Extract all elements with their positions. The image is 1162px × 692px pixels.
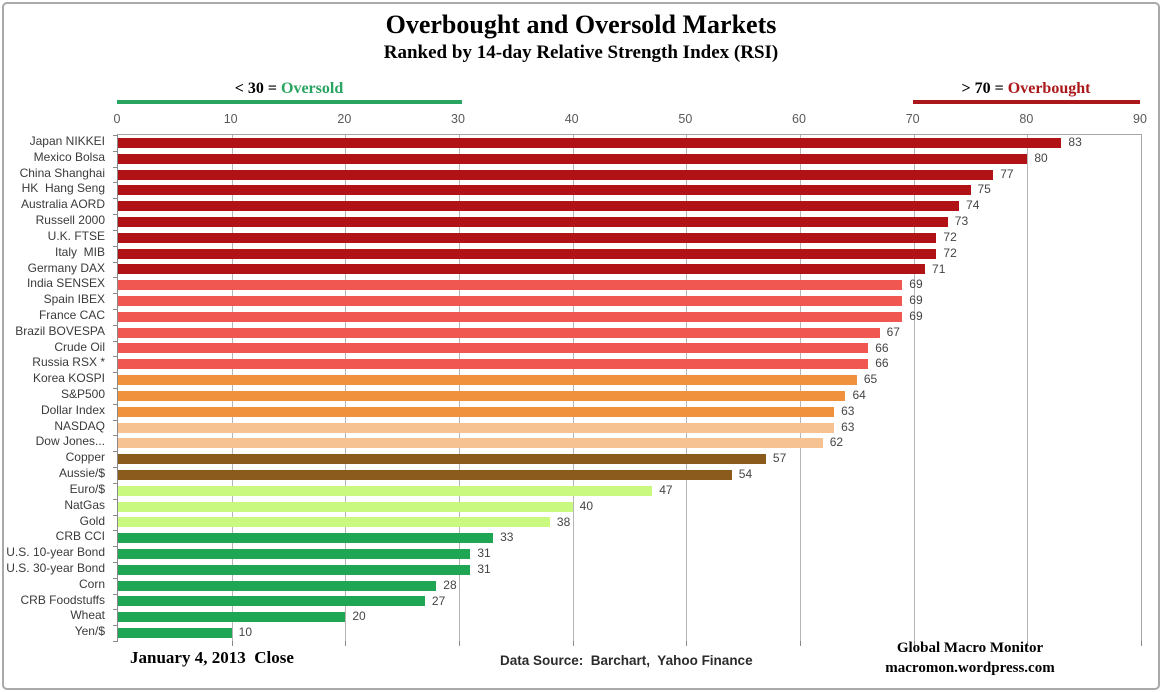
category-label: France CAC [38, 307, 105, 322]
y-axis-tick-mark [113, 293, 118, 294]
chart-title: Overbought and Oversold Markets [385, 10, 777, 39]
category-label: Wheat [70, 608, 105, 623]
x-axis-tick-mark [459, 641, 460, 646]
bar-value-label: 80 [1034, 150, 1048, 165]
bar [118, 502, 573, 512]
footer-data-source: Data Source: Barchart, Yahoo Finance [500, 653, 753, 668]
category-label: U.K. FTSE [47, 228, 105, 243]
category-label: Yen/$ [74, 624, 105, 639]
bar-value-label: 67 [886, 324, 900, 339]
category-label: Japan NIKKEI [29, 134, 105, 148]
y-axis-tick-mark [113, 404, 118, 405]
bar [118, 438, 823, 448]
category-label: Gold [79, 513, 105, 528]
bar [118, 517, 550, 527]
bar-value-label: 69 [909, 308, 923, 323]
y-axis-tick-mark [113, 388, 118, 389]
category-label: Mexico Bolsa [33, 149, 105, 164]
category-label: Germany DAX [27, 260, 105, 275]
bar [118, 328, 880, 338]
bar-value-label: 27 [431, 593, 446, 608]
overbought-annotation [962, 80, 1091, 98]
chart-subtitle: Ranked by 14-day Relative Strength Index (RSI) [383, 42, 779, 63]
footer-credit-line2: macromon.wordpress.com [885, 660, 1055, 676]
category-label: Korea KOSPI [32, 371, 105, 386]
bar-value-label: 10 [238, 625, 253, 640]
x-tick-label: 40 [564, 112, 579, 126]
y-axis-tick-mark [113, 451, 118, 452]
bar-value-label: 65 [863, 372, 878, 387]
bar-value-label: 62 [829, 435, 844, 450]
overbought-prefix: > 70 = [961, 80, 1008, 97]
x-tick-label: 70 [905, 112, 920, 126]
bar-value-label: 69 [909, 277, 923, 292]
y-axis-tick-mark [113, 341, 118, 342]
bar [118, 391, 845, 401]
y-axis-tick-mark [113, 372, 118, 373]
bar-value-label: 73 [954, 214, 969, 229]
category-label: Dow Jones... [35, 434, 105, 449]
bar [118, 549, 470, 559]
category-label: S&P500 [60, 387, 105, 401]
x-tick-label: 80 [1019, 112, 1034, 126]
footer-credit [860, 638, 1080, 678]
oversold-range-line [117, 100, 462, 104]
bar [118, 343, 868, 353]
category-label: Crude Oil [54, 339, 105, 354]
category-label: Spain IBEX [43, 292, 105, 307]
bar-value-label: 20 [352, 609, 366, 624]
y-axis-tick-mark [113, 182, 118, 183]
y-axis-tick-mark [113, 246, 118, 247]
x-tick-label: 60 [792, 112, 806, 126]
y-axis-tick-mark [113, 151, 118, 152]
bar [118, 249, 936, 259]
bar-value-label: 33 [500, 530, 514, 545]
y-axis-tick-mark [113, 356, 118, 357]
bar [118, 407, 834, 417]
category-label: HK Hang Seng [21, 181, 105, 196]
bar-value-label: 31 [477, 561, 491, 576]
category-label: Corn [78, 576, 105, 591]
x-tick-label: 50 [678, 112, 693, 126]
category-label: NatGas [64, 497, 105, 512]
bar [118, 201, 959, 211]
x-tick-label: 30 [451, 112, 465, 126]
overbought-word: Overbought [1007, 80, 1091, 97]
bar [118, 217, 948, 227]
bar-value-label: 47 [659, 482, 673, 497]
bar-value-label: 64 [852, 388, 866, 402]
bar-value-label: 72 [943, 229, 957, 244]
bar [118, 296, 902, 306]
gridline [1027, 135, 1028, 641]
bar-value-label: 71 [932, 261, 946, 276]
bar-value-label: 57 [772, 451, 787, 466]
category-label: Euro/$ [69, 481, 105, 496]
y-axis-tick-mark [113, 230, 118, 231]
y-axis-tick-mark [113, 515, 118, 516]
y-axis-tick-mark [113, 214, 118, 215]
category-label: Russia RSX * [32, 355, 105, 370]
bar [118, 486, 652, 496]
bar [118, 233, 936, 243]
y-axis-tick-mark [113, 483, 118, 484]
y-axis-tick-mark [113, 641, 118, 642]
category-label: Australia AORD [20, 197, 105, 212]
y-axis-tick-mark [113, 435, 118, 436]
bar [118, 375, 857, 385]
x-tick-label: 0 [113, 112, 121, 126]
category-label: U.S. 30-year Bond [6, 560, 105, 575]
category-label: Dollar Index [40, 402, 105, 417]
x-tick-label: 10 [223, 112, 238, 126]
y-axis-tick-mark [113, 467, 118, 468]
bar-value-label: 69 [909, 293, 923, 308]
oversold-word: Oversold [281, 80, 344, 97]
bar [118, 423, 834, 433]
x-axis-tick-mark [232, 641, 233, 646]
bar-value-label: 31 [477, 546, 491, 561]
category-label: Brazil BOVESPA [15, 323, 105, 338]
footer-date-note: January 4, 2013 Close [130, 648, 294, 667]
y-axis-tick-mark [113, 277, 118, 278]
category-label: CRB CCI [55, 529, 105, 544]
bar-value-label: 83 [1068, 135, 1082, 149]
bar [118, 312, 902, 322]
y-axis-tick-mark [113, 167, 118, 168]
bar-value-label: 66 [875, 356, 889, 371]
y-axis-tick-mark [113, 625, 118, 626]
y-axis-tick-mark [113, 594, 118, 595]
bar-value-label: 63 [841, 419, 855, 434]
y-axis-tick-mark [113, 262, 118, 263]
bar [118, 565, 470, 575]
bar [118, 280, 902, 290]
y-axis-tick-mark [113, 309, 118, 310]
bar-value-label: 63 [841, 403, 855, 418]
bar [118, 628, 232, 638]
bar [118, 596, 425, 606]
bar-value-label: 75 [977, 182, 991, 197]
y-axis-tick-mark [113, 198, 118, 199]
bar-value-label: 77 [1000, 166, 1014, 181]
bar [118, 359, 868, 369]
category-label: CRB Foodstuffs [20, 592, 105, 607]
y-axis-tick-mark [113, 499, 118, 500]
x-tick-label: 20 [337, 112, 352, 126]
bar-value-label: 40 [579, 498, 594, 513]
bar [118, 154, 1027, 164]
x-axis-tick-mark [800, 641, 801, 646]
bar [118, 264, 925, 274]
bar [118, 581, 436, 591]
bar [118, 612, 345, 622]
bar [118, 138, 1061, 148]
x-axis-tick-mark [345, 641, 346, 646]
y-axis-tick-mark [113, 562, 118, 563]
category-label: Italy MIB [54, 244, 105, 259]
bar-value-label: 38 [556, 514, 571, 529]
oversold-prefix: < 30 = [234, 80, 282, 97]
x-axis-tick-mark [1141, 641, 1142, 646]
category-label: India SENSEX [26, 276, 105, 291]
bar [118, 170, 993, 180]
oversold-annotation [235, 80, 343, 98]
bar [118, 533, 493, 543]
x-tick-label: 90 [1133, 112, 1147, 126]
bar-value-label: 74 [966, 198, 980, 213]
bar [118, 470, 732, 480]
category-label: NASDAQ [54, 418, 105, 433]
y-axis-tick-mark [113, 530, 118, 531]
y-axis-tick-mark [113, 546, 118, 547]
bar-value-label: 66 [875, 340, 889, 355]
bar-value-label: 72 [943, 245, 957, 260]
category-label: China Shanghai [19, 165, 105, 180]
bar [118, 454, 766, 464]
bar-value-label: 28 [443, 577, 457, 592]
category-label: Russell 2000 [35, 213, 105, 228]
x-axis-tick-mark [573, 641, 574, 646]
category-label: U.S. 10-year Bond [6, 545, 105, 560]
y-axis-tick-mark [113, 325, 118, 326]
y-axis-tick-mark [113, 135, 118, 136]
bar [118, 185, 971, 195]
category-label: Aussie/$ [58, 466, 105, 481]
category-label: Copper [65, 450, 105, 465]
x-axis-tick-mark [686, 641, 687, 646]
footer-credit-line1: Global Macro Monitor [896, 640, 1044, 656]
y-axis-tick-mark [113, 609, 118, 610]
bar-value-label: 54 [738, 467, 753, 482]
y-axis-tick-mark [113, 578, 118, 579]
plot-area [117, 134, 1142, 641]
overbought-range-line [913, 100, 1140, 104]
y-axis-tick-mark [113, 420, 118, 421]
category-axis-labels [0, 134, 111, 640]
